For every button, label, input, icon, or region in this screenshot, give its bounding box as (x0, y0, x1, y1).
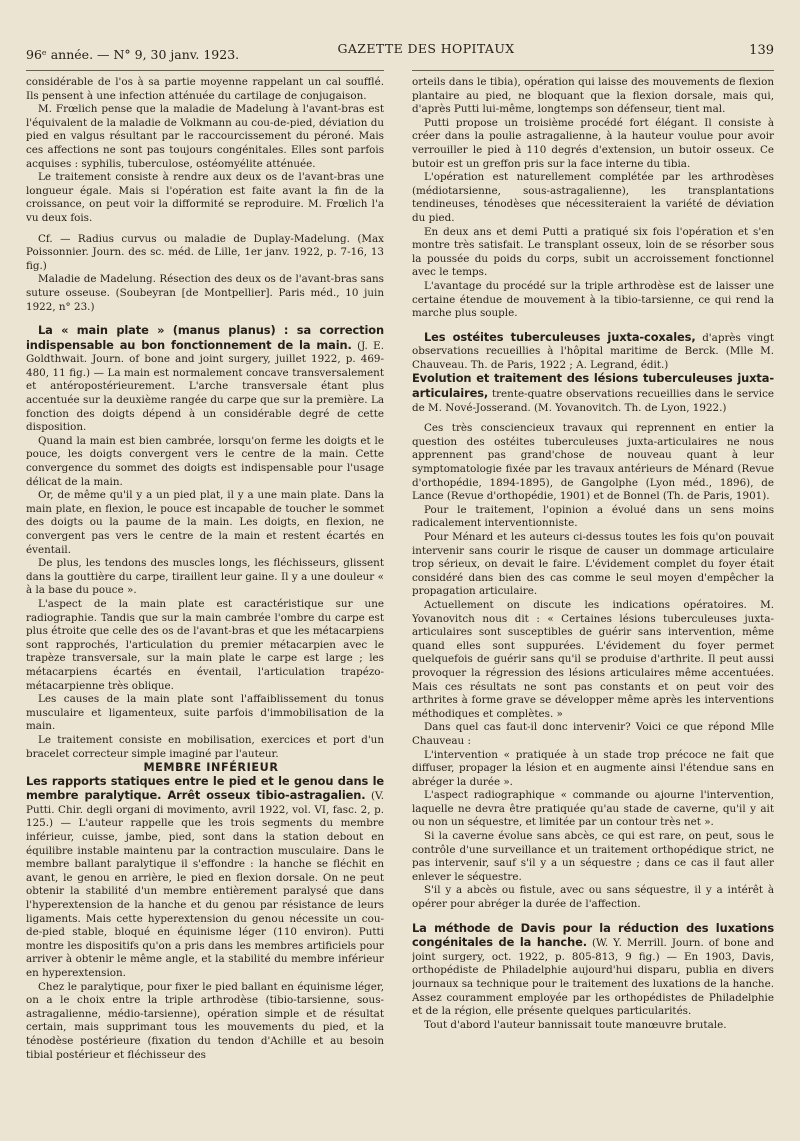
paragraph: Le traitement consiste en mobilisation, exercices et port d'un bracelet correcteur simple imaginé par l'auteur. (26, 733, 384, 760)
paragraph: L'avantage du procédé sur la triple arthrodèse est de laisser une certaine étendue de mouvement à la tibio-tarsienne, ce qui rend la marche plus souple. (412, 279, 774, 320)
article-reference: trente-quatre observations recueillies dans le service de M. Nové-Josserand. (M. Yovanovitch. Th. de Lyon, 1922.) (412, 388, 774, 414)
article-reference: (W. Y. Merrill. Journ. of bone and joint surgery, oct. 1922, p. 805-813, 9 fig.) — En 1903, Davis, orthopédiste de Philadelphie aujourd'hui disparu, publia en divers journaux sa technique pour le traitement des luxations de la hanche. Assez couramment employée par les orthopédistes de Philadelphie et de la région, elle présente quelques particularités. (412, 937, 774, 1018)
left-column (26, 76, 384, 1136)
article-title: La méthode de Davis pour la réduction des luxations congénitales de la hanche. (412, 920, 774, 950)
paragraph: Tout d'abord l'auteur bannissait toute manœuvre brutale. (424, 1018, 727, 1031)
paragraph: L'aspect radiographique « commande ou ajourne l'intervention, laquelle ne devra être pratiquée qu'au stade de caverne, qu'il y ait ou non un séquestre, et limitée par un contour très net ». (412, 789, 774, 829)
article-title: Evolution et traitement des lésions tuberculeuses juxta-articulaires, (412, 371, 774, 401)
paragraph: L'intervention « pratiquée à un stade trop précoce ne fait que diffuser, propager la lésion et en augmente ainsi l'étendue sans en abréger la durée ». (412, 748, 774, 788)
header-rule-right (412, 70, 774, 71)
page-number: 139 (749, 43, 774, 58)
article-reference: d'après vingt observations recueillies à l'hôpital maritime de Berck. (Mlle M. Chauveau. Th. de Paris, 1922 ; A. Legrand, édit.) (412, 331, 774, 371)
paragraph: Chez le paralytique, pour fixer le pied ballant en équinisme léger, on a le choix entre la triple arthrodèse (tibio-tarsienne, sous-astragalienne, médio-tarsienne), opération simple et de résultat certain, mais supprimant tous les mouvements du pied, et la ténodèse postérieure (fixation du tendon d'Achille et au besoin tibial postérieur et fléchisseur des (26, 980, 384, 1061)
article-title: Les rapports statiques entre le pied et le genou dans le membre paralytique. Arrêt osseux tibio-astragalien. (26, 773, 384, 803)
right-column (412, 76, 774, 1136)
reference: Cf. — Radius curvus ou maladie de Duplay-Madelung. (Max Poissonnier. Journ. des sc. méd. de Lille, 1er janv. 1922, p. 7-16, 13 fig.) (26, 232, 384, 272)
paragraph: Actuellement on discute les indications opératoires. M. Yovanovitch nous dit : « Certaines lésions tuberculeuses juxta-articulaires sont susceptibles de guérir sans intervention, même quand elles sont suppurées. L'évidement du foyer permet quelquefois de guérir sans qu'il se produise d'arthrite. Il peut aussi provoquer la régression des lésions articulaires même accentuées. Mais ces résultats ne sont pas constants et on peut voir des arthrites à forme grave se développer même après les interventions méthodiques et complètes. » (412, 598, 774, 720)
paragraph: Pour Ménard et les auteurs ci-dessus toutes les fois qu'on pouvait intervenir sans courir le risque de causer un dommage articulaire trop sérieux, on devait le faire. L'évidement complet du foyer était considéré dans bien des cas comme le seul moyen d'empêcher la propagation articulaire. (412, 531, 774, 598)
journal-title: GAZETTE DES HOPITAUX (337, 41, 515, 56)
article-title: Les ostéites tuberculeuses juxta-coxales, (424, 329, 696, 344)
header-rule-left (26, 70, 384, 71)
article-reference: (J. E. Goldthwait. Journ. of bone and joint surgery, juillet 1922, p. 469-480, 11 fig.) — La main est normalement concave transversalement et antéropostérieurement. L'arche transversale étant plus accentuée sur la deuxième rangée du carpe que sur la première. La fonction des doigts dépend à un considérable degré de cette disposition. (26, 339, 384, 434)
paragraph: Les causes de la main plate sont l'affaiblissement du tonus musculaire et ligamenteux, suite parfois d'immobilisation de la main. (26, 693, 384, 733)
article-osteites (412, 331, 774, 373)
article-davis (412, 922, 774, 1019)
paragraph: Si la caverne évolue sans abcès, ce qui est rare, on peut, sous le contrôle d'une surveillance et un traitement orthopédique strict, ne pas intervenir, sauf s'il y a un séquestre ; dans ce cas il faut aller enlever le séquestre. (412, 830, 774, 883)
issue-line: 96ᵉ année. — N° 9, 30 janv. 1923. (26, 47, 240, 62)
paragraph: En deux ans et demi Putti a pratiqué six fois l'opération et s'en montre très satisfait. Le transplant osseux, loin de se résorber sous la poussée du poids du corps, subit un accroissement fonctionnel avec le temps. (412, 225, 774, 279)
paragraph: Le traitement consiste à rendre aux deux os de l'avant-bras une longueur égale. Mais si l'opération est faite avant la fin de la croissance, on peut voir la difformité se reproduire. M. Frœlich l'a vu deux fois. (26, 171, 384, 224)
paragraph: Ces très consciencieux travaux qui reprennent en entier la question des ostéites tuberculeuses juxta-articulaires ne nous apprennent pas grand'chose de nouveau quant à leur symptomatologie fixée par les travaux antérieurs de Ménard (Revue d'orthopédie, 1894-1895), de Gangolphe (Lyon méd., 1896), de Lance (Revue d'orthopédie, 1901) et de Bonnel (Th. de Paris, 1901). (412, 422, 774, 503)
paragraph: S'il y a abcès ou fistule, avec ou sans séquestre, il y a intérêt à opérer pour abréger la durée de l'affection. (412, 884, 774, 911)
reference: Maladie de Madelung. Résection des deux os de l'avant-bras sans suture osseuse. (Soubeyran [de Montpellier]. Paris méd., 10 juin 1922, n° 23.) (26, 273, 384, 313)
paragraph: Putti propose un troisième procédé fort élégant. Il consiste à créer dans la poulie astragalienne, à la hauteur voulue pour avoir verrouiller le pied à 110 degrés d'extension, un butoir osseux. Ce butoir est un greffon pris sur la face interne du tibia. (412, 116, 774, 170)
paragraph: Or, de même qu'il y a un pied plat, il y a une main plate. Dans la main plate, en flexion, le pouce est incapable de toucher le sommet des doigts ou la paume de la main. Les doigts, en flexion, ne convergent pas vers le centre de la main et restent écartés en éventail. (26, 489, 384, 556)
section-heading: MEMBRE INFÉRIEUR (143, 761, 279, 775)
paragraph: L'opération est naturellement complétée par les arthrodèses (médiotarsienne, sous-astragalienne), les transplantations tendineuses, ténodèses que nécessiteraient la variété de déviation du pied. (412, 171, 774, 224)
paragraph: M. Frœlich pense que la maladie de Madelung à l'avant-bras est l'équivalent de la maladie de Volkmann au cou-de-pied, déviation du pied en valgus résultant par le raccourcissement du péroné. Mais ces affections ne sont pas toujours congénitales. Elles sont parfois acquises : syphilis, tuberculose, ostéomyélite atténuée. (26, 103, 384, 170)
article-evolution (412, 372, 774, 415)
article-madelung-hand (26, 324, 384, 435)
paragraph: Pour le traitement, l'opinion a évolué dans un sens moins radicalement interventionniste. (412, 503, 774, 530)
article-putti (26, 775, 384, 981)
paragraph: L'aspect de la main plate est caractéristique sur une radiographie. Tandis que sur la main cambrée l'ombre du carpe est plus étroite que celle des os de l'avant-bras et que les métacarpiens sont rapprochés, l'articulation du premier métacarpien avec le trapèze transversale, sur la main plate le carpe est large ; les métacarpiens écartés en éventail, l'articulation trapézo-métacarpienne très oblique. (26, 597, 384, 692)
paragraph: Quand la main est bien cambrée, lorsqu'on ferme les doigts et le pouce, les doigts convergent vers le centre de la main. Cette convergence du sommet des doigts est indispensable pour l'usage délicat de la main. (26, 434, 384, 488)
paragraph: orteils dans le tibia), opération qui laisse des mouvements de flexion plantaire au pied, ne bloquant que la flexion dorsale, mais qui, d'après Putti lui-même, longtemps son défenseur, tient mal. (412, 76, 774, 116)
paragraph: Dans quel cas faut-il donc intervenir? Voici ce que répond Mlle Chauveau : (412, 721, 774, 747)
paragraph: De plus, les tendons des muscles longs, les fléchisseurs, glissent dans la gouttière du carpe, tiraillent leur gaine. Il y a une douleur « à la base du pouce ». (26, 557, 384, 597)
article-title: La « main plate » (manus planus) : sa correction indispensable au bon fonctionnement de la main. (26, 323, 384, 352)
page-header (26, 40, 774, 66)
paragraph: considérable de l'os à sa partie moyenne rappelant un cal soufflé. Ils pensent à une infection atténuée du cartilage de conjugaison. (26, 76, 384, 102)
article-reference: (V. Putti. Chir. degli organi di movimento, avril 1922, vol. VI, fasc. 2, p. 125.) — L'auteur rappelle que les trois segments du membre inférieur, cuisse, jambe, pied, sont dans la station debout en équilibre instable maintenu par la contraction musculaire. Dans le membre ballant paralytique il s'effondre : la hanche se fléchit en avant, le genou en arrière, le pied en flexion dorsale. On ne peut obtenir la stabilité d'un membre entièrement paralysé que dans l'hyperextension de la hanche et du genou par résistance de leurs ligaments. Mais cette hyperextension du genou nécessite un cou-de-pied stable, bloqué en équinisme léger (110 environ). Putti montre les dispositifs qu'on a pris dans les membres artificiels pour arriver à obtenir le même angle, et la stabilité du membre inférieur en hyperextension. (26, 790, 384, 979)
